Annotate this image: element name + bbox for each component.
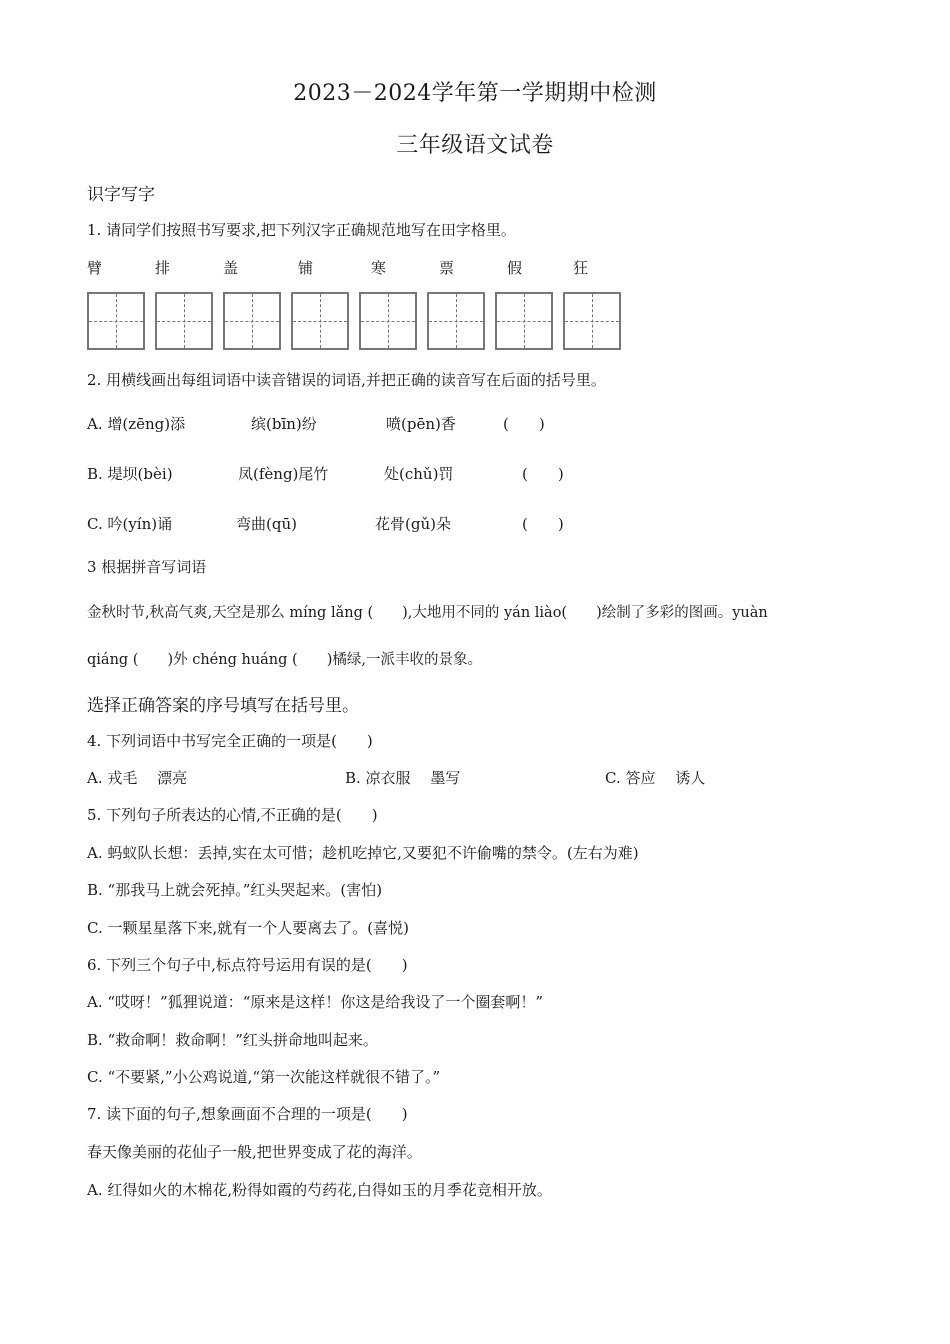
q4-option-b[interactable]: B. 凉衣服 墨写 (345, 769, 461, 787)
section-heading-choice: 选择正确答案的序号填写在括号里。 (87, 696, 359, 716)
q5-option-a[interactable]: A. 蚂蚁队长想：丢掉,实在太可惜；趁机吃掉它,又要犯不许偷嘴的禁令。(左右为难) (87, 844, 639, 862)
q4-option-a[interactable]: A. 戎毛 漂亮 (87, 769, 188, 787)
q1-char: 狂 (573, 259, 589, 277)
tianzige-grid[interactable] (495, 292, 553, 350)
q2-row-a-word-2: 缤(bīn)纷 (251, 415, 317, 433)
q1-prompt: 1. 请同学们按照书写要求,把下列汉字正确规范地写在田字格里。 (87, 221, 516, 239)
q2-row-c-word-2: 弯曲(qū) (236, 515, 297, 533)
q5-prompt: 5. 下列句子所表达的心情,不正确的是( ) (87, 806, 378, 824)
tianzige-grid[interactable] (291, 292, 349, 350)
tianzige-grid[interactable] (427, 292, 485, 350)
q4-prompt: 4. 下列词语中书写完全正确的一项是( ) (87, 732, 373, 750)
q2-row-b-word-3: 处(chǔ)罚 (384, 465, 454, 483)
q1-char: 铺 (298, 259, 314, 277)
q6-option-c[interactable]: C. “不要紧,”小公鸡说道,“第一次能这样就很不错了。” (87, 1068, 441, 1086)
q4-option-c[interactable]: C. 答应 诱人 (605, 769, 706, 787)
q5-option-b[interactable]: B. “那我马上就会死掉。”红头哭起来。(害怕) (87, 881, 383, 899)
tianzige-grid[interactable] (155, 292, 213, 350)
tianzige-grid[interactable] (359, 292, 417, 350)
q1-char: 票 (439, 259, 455, 277)
q3-passage-line-2: qiáng ( )外 chéng huáng ( )橘绿,一派丰收的景象。 (87, 652, 482, 668)
q2-row-c-word-1: C. 吟(yín)诵 (87, 515, 173, 533)
q1-char: 盖 (223, 259, 239, 277)
q2-row-c-word-3: 花骨(gǔ)朵 (375, 515, 451, 533)
q1-char: 假 (507, 259, 523, 277)
q7-prompt: 7. 读下面的句子,想象画面不合理的一项是( ) (87, 1105, 408, 1123)
q2-prompt: 2. 用横线画出每组词语中读音错误的词语,并把正确的读音写在后面的括号里。 (87, 371, 606, 389)
section-heading-literacy: 识字写字 (87, 185, 155, 205)
q2-row-a-word-1: A. 增(zēng)添 (87, 415, 186, 433)
q1-char: 寒 (371, 259, 387, 277)
q3-prompt: 3 根据拼音写词语 (87, 558, 207, 576)
q1-char: 排 (155, 259, 171, 277)
q3-passage-line-1: 金秋时节,秋高气爽,天空是那么 míng lǎng ( ),大地用不同的 yán liào( )绘制了多彩的图画。yuàn (87, 605, 768, 621)
q2-row-b-answer[interactable]: ( ) (522, 465, 564, 483)
q2-row-b-word-2: 凤(fèng)尾竹 (238, 465, 329, 483)
tianzige-grid[interactable] (87, 292, 145, 350)
q5-option-c[interactable]: C. 一颗星星落下来,就有一个人要离去了。(喜悦) (87, 919, 409, 937)
q2-row-a-word-3: 喷(pēn)香 (386, 415, 456, 433)
q1-char: 臂 (87, 259, 103, 277)
q7-sentence: 春天像美丽的花仙子一般,把世界变成了花的海洋。 (87, 1143, 422, 1161)
q2-row-a-answer[interactable]: ( ) (503, 415, 545, 433)
page-subtitle: 三年级语文试卷 (396, 133, 554, 158)
tianzige-grid[interactable] (223, 292, 281, 350)
q2-row-b-word-1: B. 堤坝(bèi) (87, 465, 173, 483)
q6-option-b[interactable]: B. “救命啊！救命啊！”红头拼命地叫起来。 (87, 1031, 378, 1049)
q2-row-c-answer[interactable]: ( ) (522, 515, 564, 533)
q6-option-a[interactable]: A. “哎呀！”狐狸说道：“原来是这样！你这是给我设了一个圈套啊！” (87, 993, 544, 1011)
page-title: 2023－2024学年第一学期期中检测 (293, 81, 657, 106)
tianzige-grid[interactable] (563, 292, 621, 350)
q7-option-a[interactable]: A. 红得如火的木棉花,粉得如霞的芍药花,白得如玉的月季花竞相开放。 (87, 1181, 552, 1199)
q6-prompt: 6. 下列三个句子中,标点符号运用有误的是( ) (87, 956, 408, 974)
